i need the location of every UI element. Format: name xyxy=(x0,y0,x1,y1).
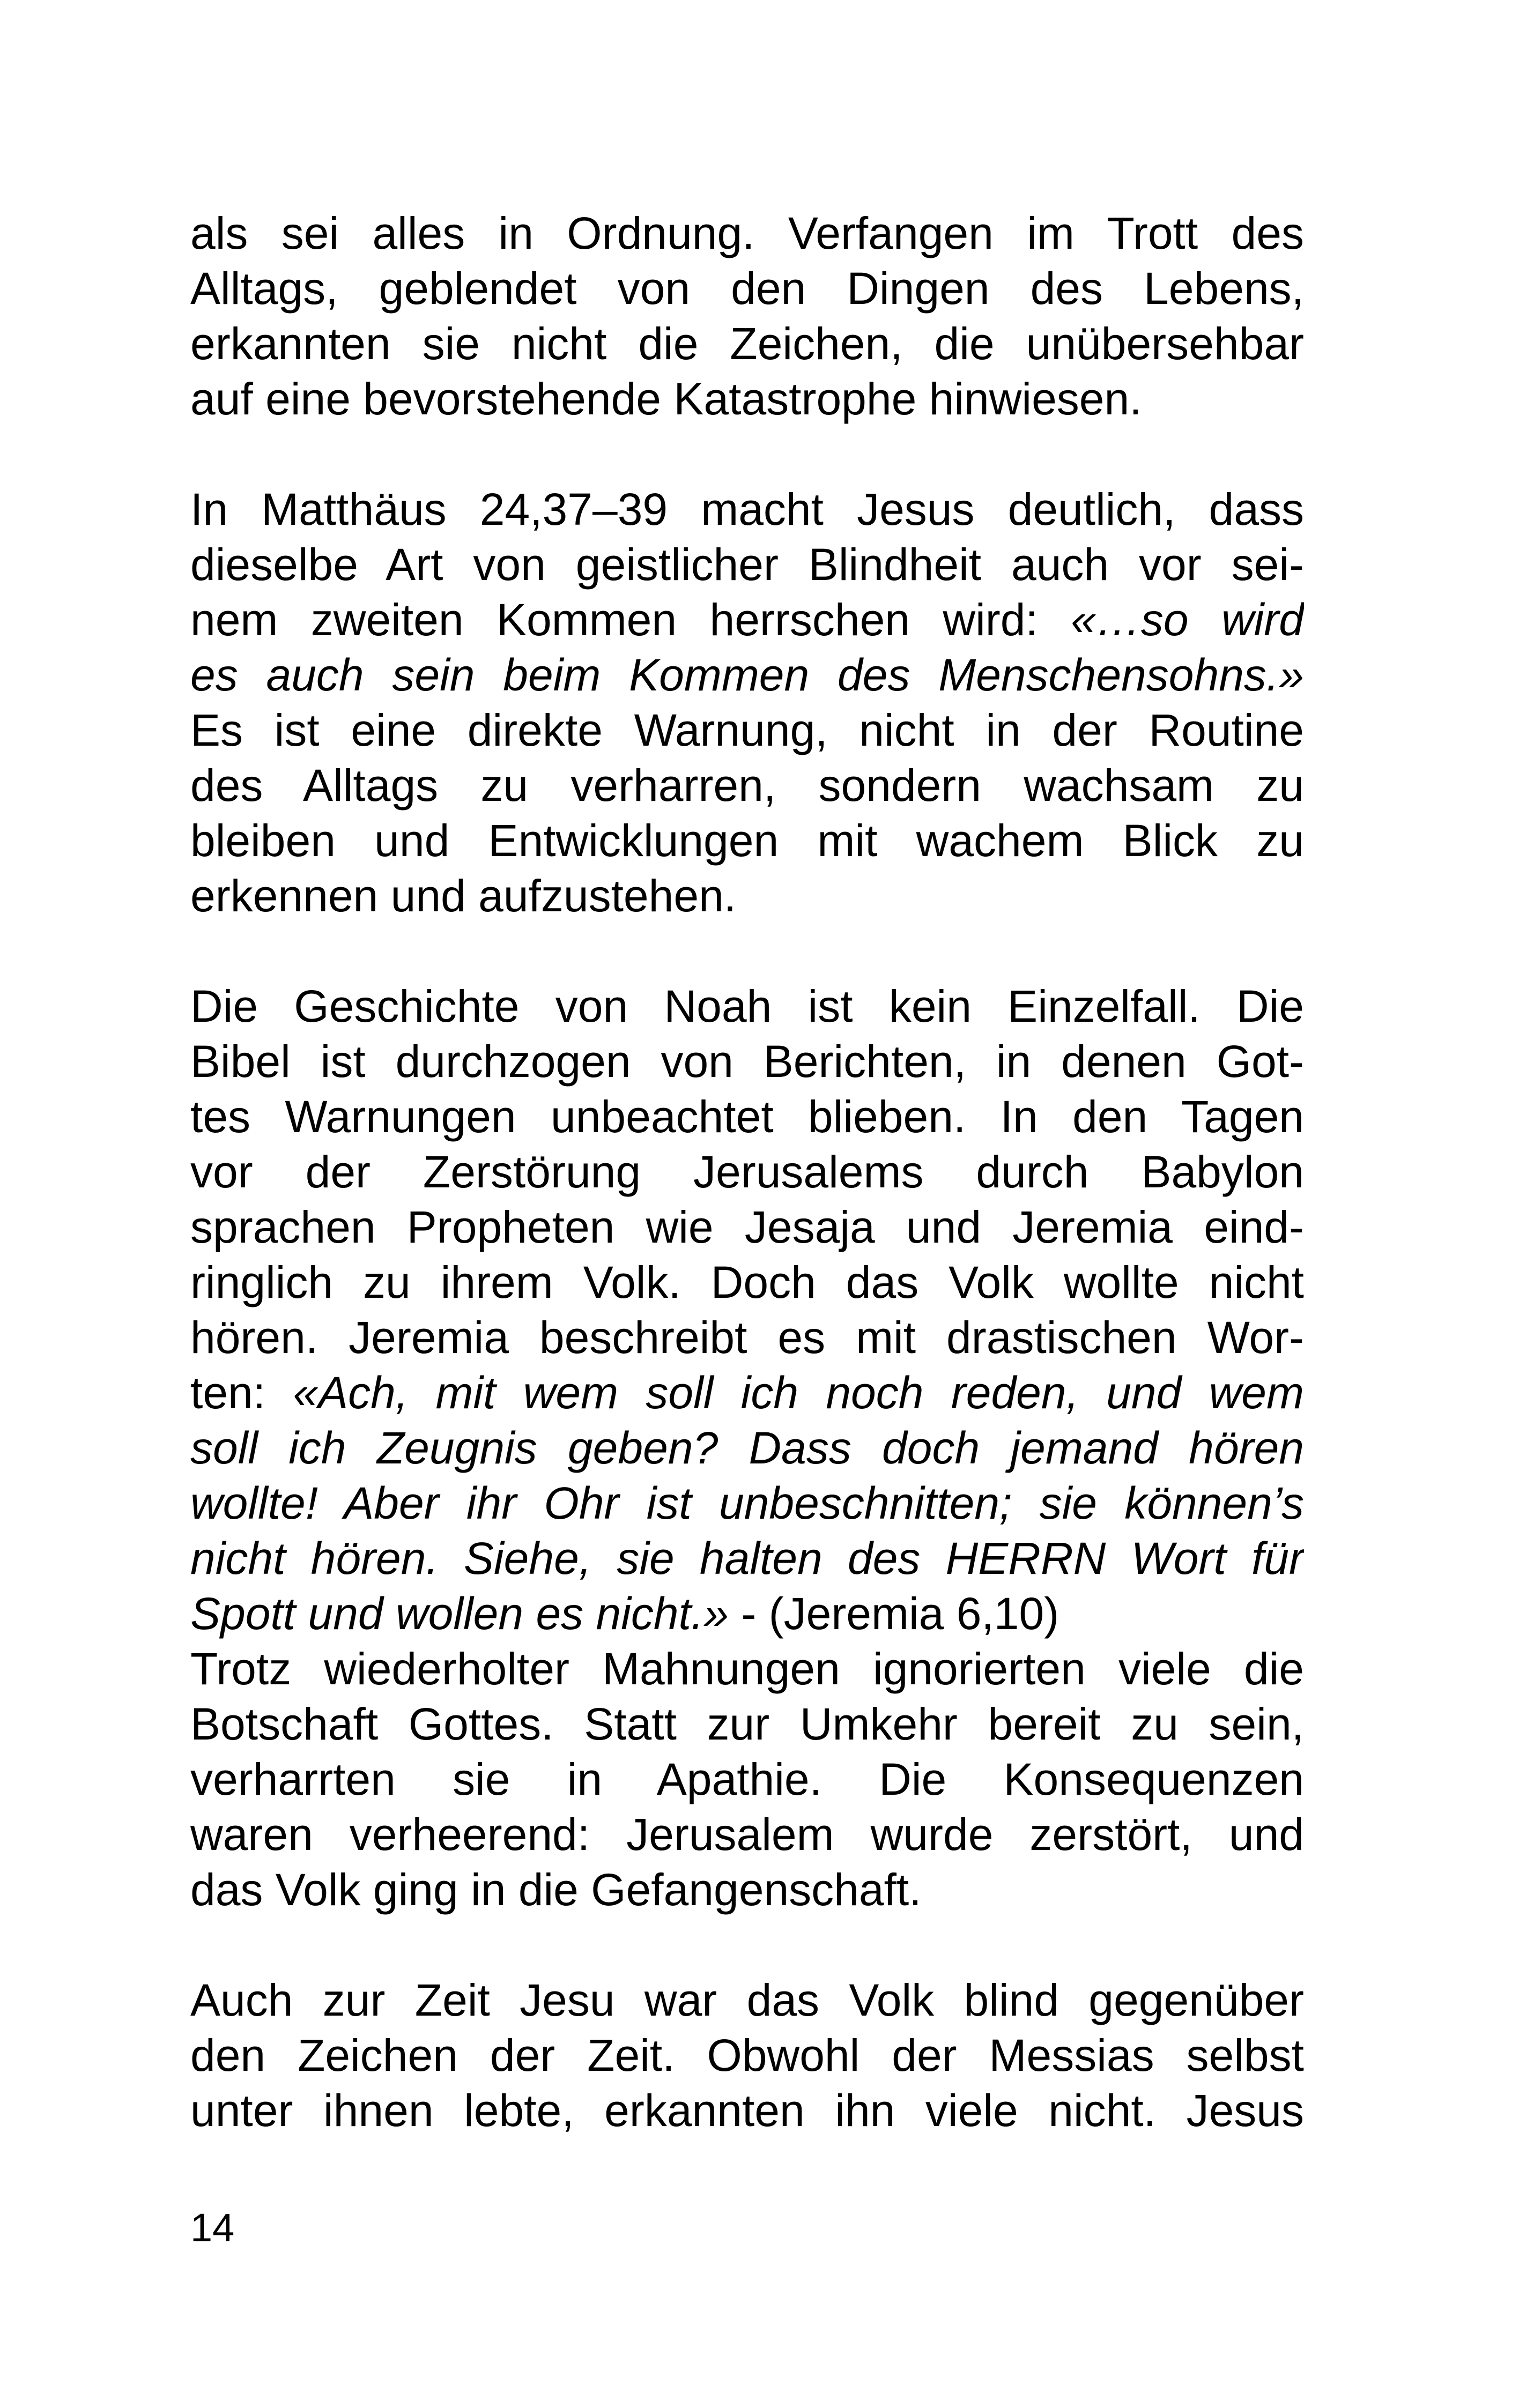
text-line xyxy=(190,1752,1304,1807)
italic-text-segment: «…so wird xyxy=(1071,594,1304,645)
text-segment: den Zeichen der Zeit. Obwohl der Messias selbst xyxy=(190,2030,1304,2080)
text-segment: erkannten sie nicht die Zeichen, die unübersehbar xyxy=(190,318,1304,369)
italic-text-segment: wollte! Aber ihr Ohr ist unbeschnitten; sie können’s xyxy=(190,1478,1304,1528)
text-segment: auf eine bevorstehende Katastrophe hinwiesen. xyxy=(190,374,1142,424)
text-segment: sprachen Propheten wie Jesaja und Jeremia eind- xyxy=(190,1202,1304,1252)
text-line xyxy=(190,1421,1304,1476)
text-line xyxy=(190,1586,1304,1641)
text-segment: waren verheerend: Jerusalem wurde zerstört, und xyxy=(190,1809,1304,1860)
text-line xyxy=(190,1034,1304,1089)
text-line xyxy=(190,371,1304,427)
text-segment: ringlich zu ihrem Volk. Doch das Volk wollte nicht xyxy=(190,1257,1304,1307)
text-line xyxy=(190,2083,1304,2138)
text-segment: tes Warnungen unbeachtet blieben. In den Tagen xyxy=(190,1091,1304,1142)
italic-text-segment: es auch sein beim Kommen des Menschensohns.» xyxy=(190,650,1304,700)
text-segment: Bibel ist durchzogen von Berichten, in denen Got- xyxy=(190,1036,1304,1087)
text-line xyxy=(190,1476,1304,1531)
text-segment: als sei alles in Ordnung. Verfangen im Trott des xyxy=(190,208,1304,258)
text-segment: erkennen und aufzustehen. xyxy=(190,871,737,921)
text-line xyxy=(190,1200,1304,1255)
text-segment: vor der Zerstörung Jerusalems durch Babylon xyxy=(190,1147,1304,1197)
text-line xyxy=(190,813,1304,868)
text-line xyxy=(190,1862,1304,1918)
text-line xyxy=(190,1255,1304,1310)
text-segment: verharrten sie in Apathie. Die Konsequenzen xyxy=(190,1754,1304,1804)
text-line xyxy=(190,1641,1304,1697)
text-line xyxy=(190,1365,1304,1421)
text-line xyxy=(190,1144,1304,1200)
text-line xyxy=(190,592,1304,648)
text-segment: das Volk ging in die Gefangenschaft. xyxy=(190,1864,922,1915)
text-line xyxy=(190,482,1304,537)
text-line xyxy=(190,206,1304,261)
text-segment: Auch zur Zeit Jesu war das Volk blind gegenüber xyxy=(190,1975,1304,2025)
paragraph xyxy=(190,1973,1304,2138)
text-line xyxy=(190,979,1304,1034)
text-segment: Trotz wiederholter Mahnungen ignorierten viele die xyxy=(190,1644,1304,1694)
text-segment: - (Jeremia 6,10) xyxy=(728,1588,1059,1639)
text-segment: Es ist eine direkte Warnung, nicht in der Routine xyxy=(190,705,1304,755)
italic-text-segment: soll ich Zeugnis geben? Dass doch jemand hören xyxy=(190,1423,1304,1473)
italic-text-segment: Spott und wollen es nicht.» xyxy=(190,1588,729,1639)
text-line xyxy=(190,537,1304,592)
text-segment: des Alltags zu verharren, sondern wachsam zu xyxy=(190,760,1304,811)
text-segment: bleiben und Entwicklungen mit wachem Blick zu xyxy=(190,815,1304,866)
text-line xyxy=(190,1089,1304,1144)
text-segment: ten: xyxy=(190,1367,293,1418)
text-segment: nem zweiten Kommen herrschen wird: xyxy=(190,594,1071,645)
text-line xyxy=(190,261,1304,316)
page-number: 14 xyxy=(190,2205,235,2250)
italic-text-segment: nicht hören. Siehe, sie halten des HERRN Wort für xyxy=(190,1533,1304,1584)
text-segment: Die Geschichte von Noah ist kein Einzelfall. Die xyxy=(190,981,1304,1031)
text-line xyxy=(190,758,1304,813)
text-line xyxy=(190,648,1304,703)
paragraph xyxy=(190,206,1304,427)
text-line xyxy=(190,1697,1304,1752)
italic-text-segment: «Ach, mit wem soll ich noch reden, und wem xyxy=(293,1367,1304,1418)
text-line xyxy=(190,703,1304,758)
text-segment: Alltags, geblendet von den Dingen des Lebens, xyxy=(190,263,1304,314)
text-block xyxy=(190,206,1304,2138)
text-line xyxy=(190,2028,1304,2083)
text-line xyxy=(190,1531,1304,1586)
text-segment: Botschaft Gottes. Statt zur Umkehr bereit zu sein, xyxy=(190,1699,1304,1749)
text-line xyxy=(190,1973,1304,2028)
text-line xyxy=(190,316,1304,371)
text-segment: In Matthäus 24,37–39 macht Jesus deutlich, dass xyxy=(190,484,1304,534)
text-line xyxy=(190,868,1304,924)
text-line xyxy=(190,1807,1304,1862)
text-segment: hören. Jeremia beschreibt es mit drastischen Wor- xyxy=(190,1312,1304,1363)
text-line xyxy=(190,1310,1304,1365)
text-segment: unter ihnen lebte, erkannten ihn viele nicht. Jesus xyxy=(190,2085,1304,2136)
text-segment: dieselbe Art von geistlicher Blindheit auch vor sei- xyxy=(190,539,1304,590)
paragraph xyxy=(190,979,1304,1918)
paragraph xyxy=(190,482,1304,924)
